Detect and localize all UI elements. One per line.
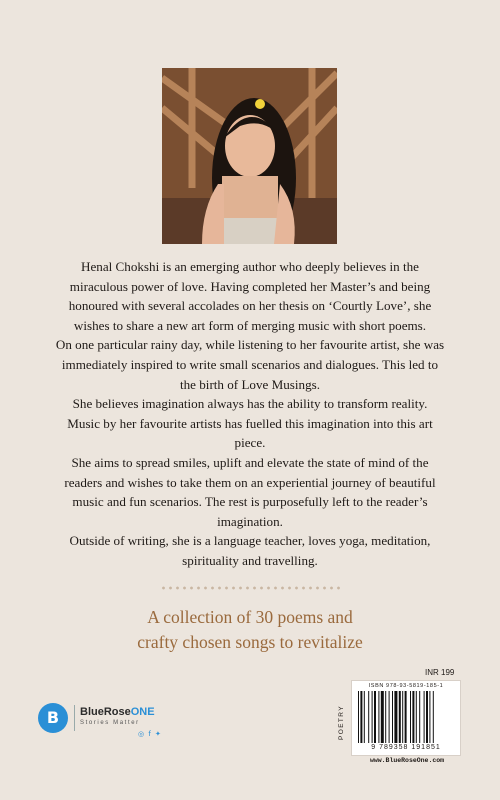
publisher-name-part1: BlueRose bbox=[80, 706, 131, 718]
isbn-barcode bbox=[351, 680, 461, 756]
bio-paragraph: She believes imagination always has the ability to transform reality. Music by her favourite artists has fuelled this imagination into this art piece. bbox=[67, 396, 433, 451]
publisher-name bbox=[80, 706, 155, 718]
publisher-name-part2: ONE bbox=[130, 706, 155, 718]
price-label: INR 199 bbox=[425, 668, 455, 677]
genre-label: POETRY bbox=[338, 704, 345, 740]
publisher-mark-icon: B bbox=[38, 703, 68, 733]
isbn-number: 9 789358 191851 bbox=[371, 744, 441, 751]
isbn-text: ISBN 978-93-5819-185-1 bbox=[368, 683, 444, 689]
barcode-icon bbox=[358, 691, 454, 743]
tagline-line-1: A collection of 30 poems and bbox=[147, 607, 353, 627]
publisher-website: www.BlueRoseOne.com bbox=[369, 757, 445, 764]
social-icons: ◎ f ✦ bbox=[138, 730, 162, 738]
publisher-tagline: Stories Matter bbox=[80, 720, 140, 726]
publisher-logo bbox=[38, 700, 188, 740]
author-bio bbox=[55, 257, 445, 571]
book-tagline bbox=[60, 605, 440, 655]
bio-paragraph: She aims to spread smiles, uplift and elevate the state of mind of the readers and wishes to take them on an experiential journey of beautiful music and fun scenarios. The rest is purposefully left to the reader’s imagination. bbox=[64, 454, 436, 529]
logo-divider bbox=[74, 705, 75, 731]
bio-paragraph: Outside of writing, she is a language teacher, loves yoga, meditation, spirituality and travelling. bbox=[69, 533, 431, 568]
bio-paragraph: On one particular rainy day, while listening to her favourite artist, she was immediately inspired to write small scenarios and dialogues. This led to the birth of Love Musings. bbox=[55, 337, 445, 392]
dotted-divider bbox=[160, 585, 340, 591]
bio-paragraph: Henal Chokshi is an emerging author who deeply believes in the miraculous power of love. Having completed her Master’s and being honoured with several accolades on her thesis on ‘Courtly Love’, she wishes to share a new art form of merging music with short poems. bbox=[68, 259, 432, 333]
tagline-line-2: crafty chosen songs to revitalize bbox=[137, 632, 363, 652]
author-photo-image bbox=[162, 68, 337, 244]
author-photo bbox=[162, 68, 337, 244]
